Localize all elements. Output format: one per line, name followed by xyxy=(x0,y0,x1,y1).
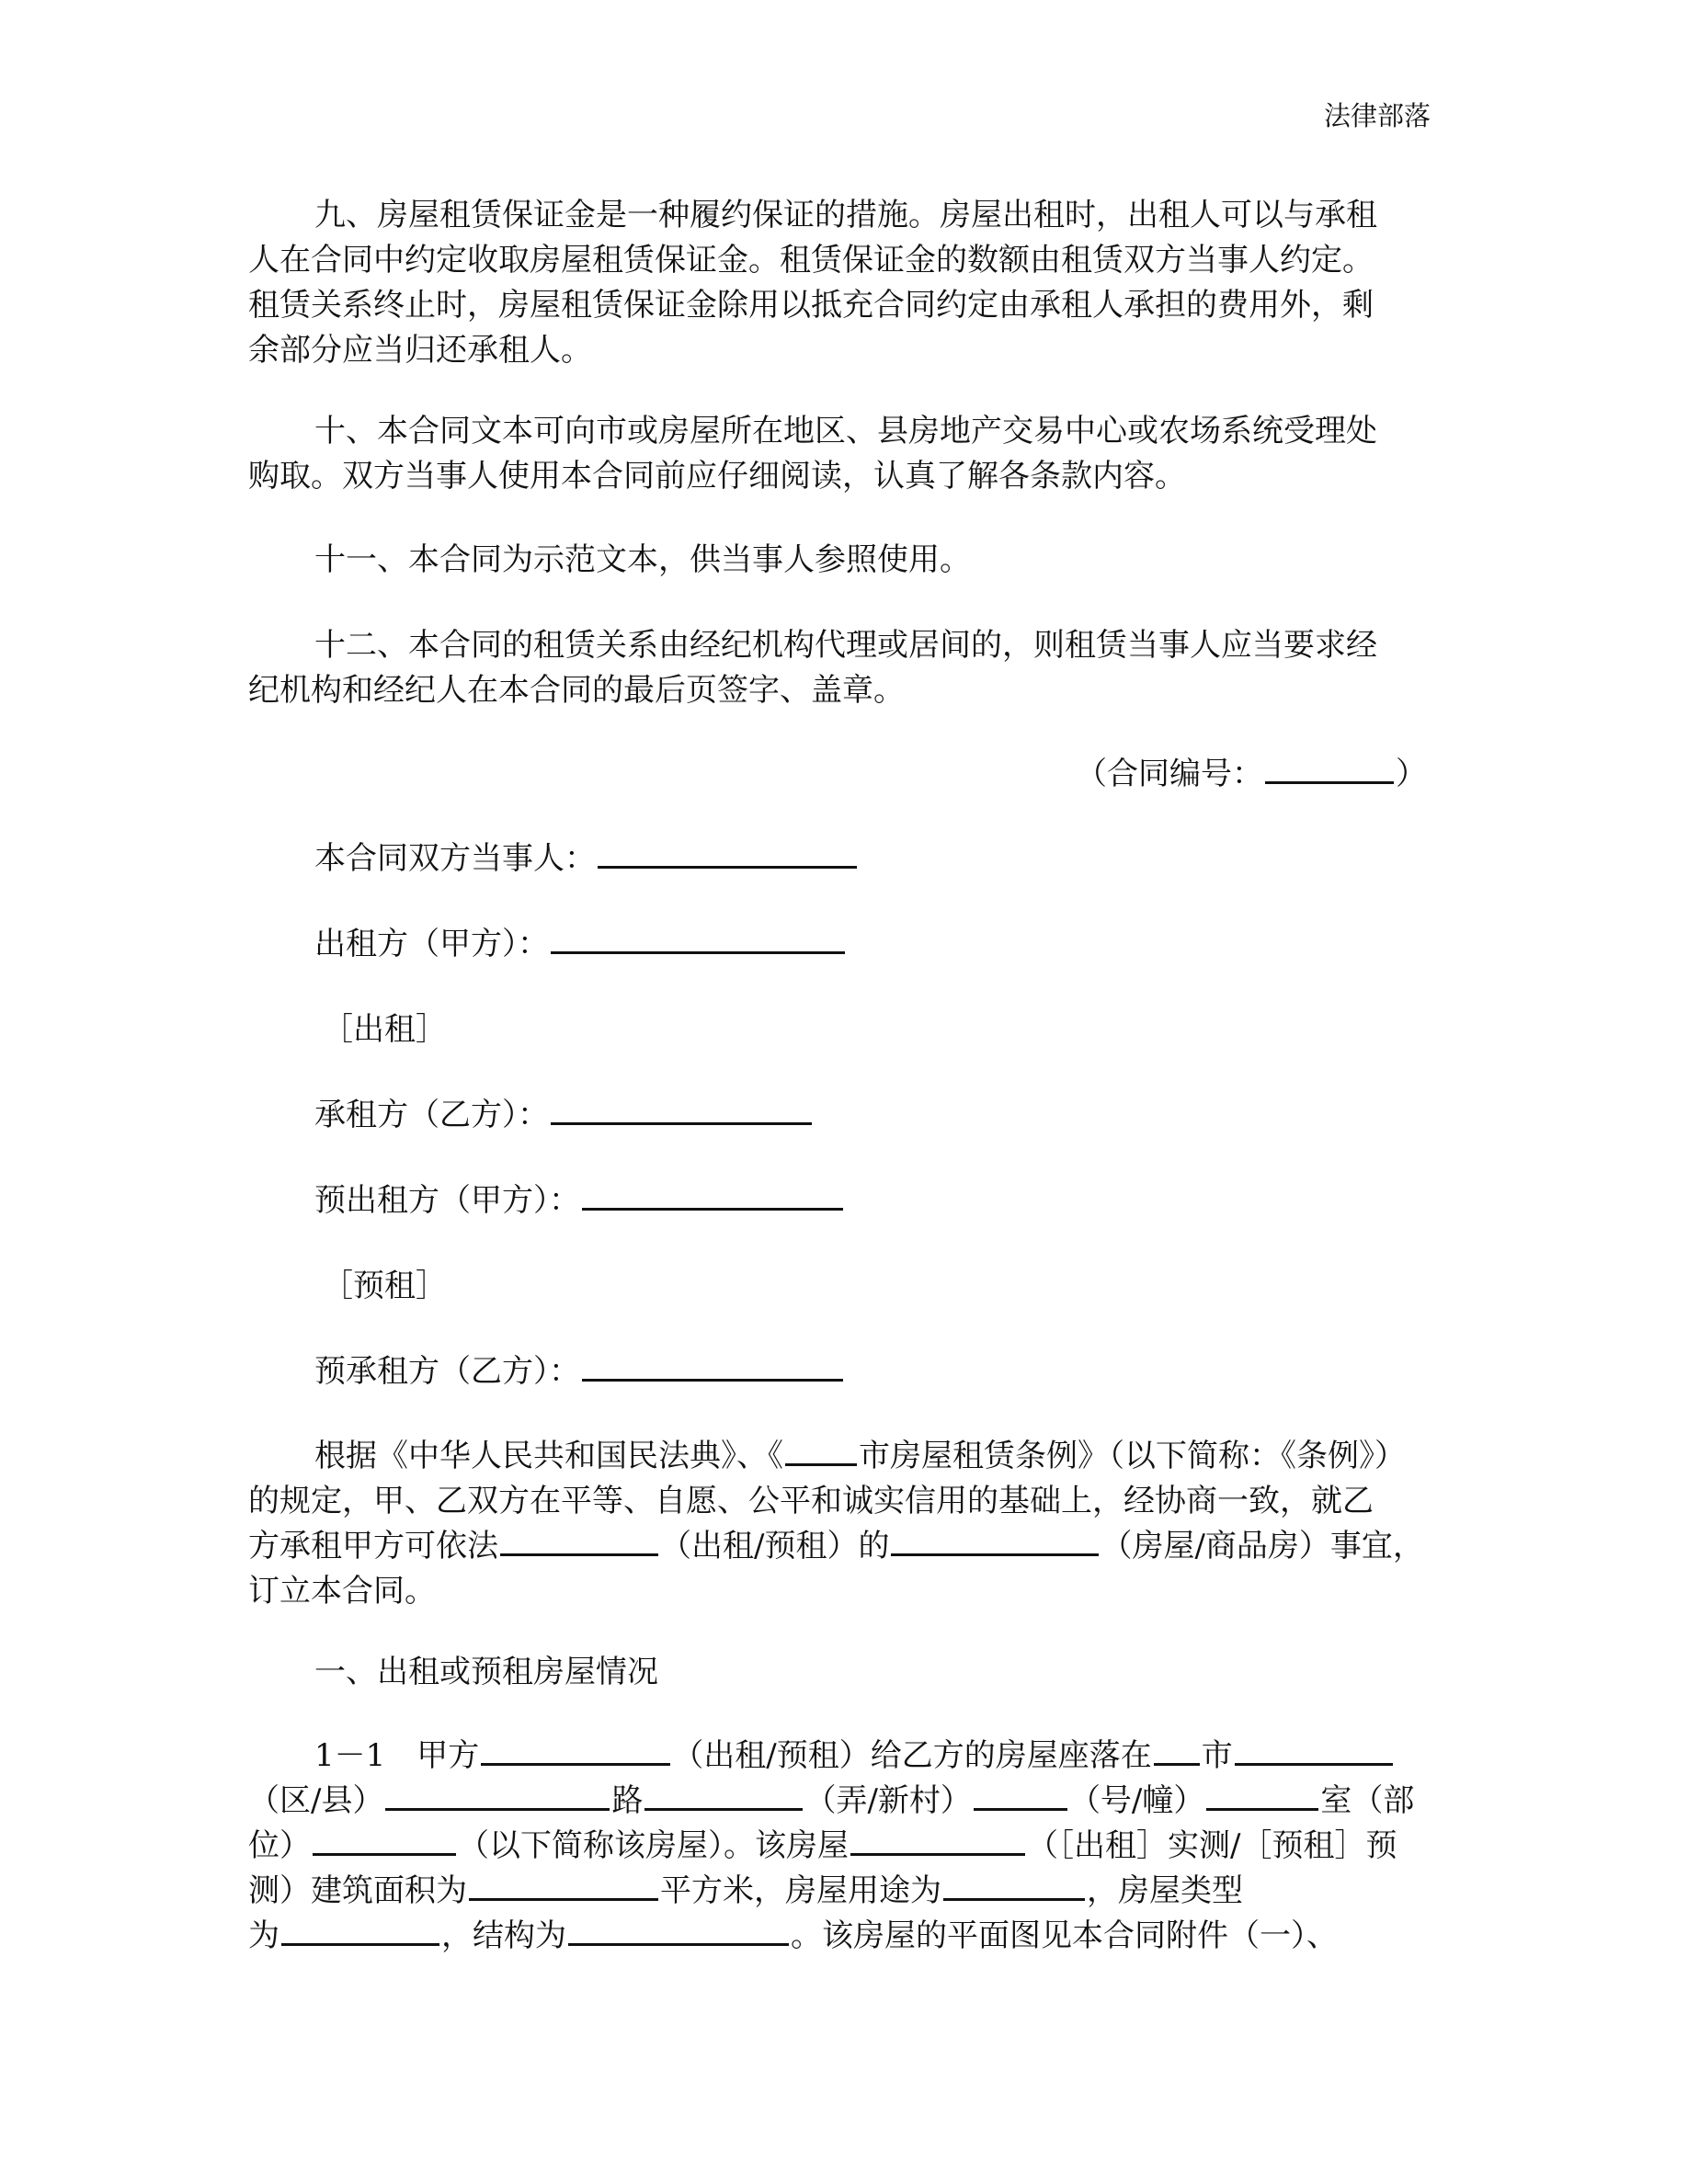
clause-text: 位） xyxy=(248,1827,311,1864)
paragraph-10 xyxy=(248,409,1440,499)
clause-text: ，结构为 xyxy=(441,1917,566,1954)
measurement-field[interactable] xyxy=(850,1826,1025,1856)
text-line: 纪机构和经纪人在本合同的最后页签字、盖章。 xyxy=(248,672,905,709)
district-field[interactable] xyxy=(1235,1735,1393,1766)
clause-text: （弄/新村） xyxy=(804,1782,972,1819)
lessor-field[interactable] xyxy=(551,924,845,954)
clause-text: 1－1 甲方 xyxy=(314,1737,480,1774)
basis-text: 根据《中华人民共和国民法典》、《 xyxy=(314,1438,783,1474)
clause-text: 测）建筑面积为 xyxy=(248,1872,467,1909)
property-type-field[interactable] xyxy=(891,1526,1099,1556)
paragraph-9 xyxy=(248,193,1440,373)
lessee-row xyxy=(314,1093,814,1138)
text-line: 十二、本合同的租赁关系由经纪机构代理或居间的，则租赁当事人应当要求经 xyxy=(314,627,1377,664)
lease-mode-field[interactable] xyxy=(481,1735,670,1766)
pre-lessor-field[interactable] xyxy=(582,1180,843,1211)
text-line: 购取。双方当事人使用本合同前应仔细阅读，认真了解各条款内容。 xyxy=(248,458,1186,495)
basis-text: （出租/预租）的 xyxy=(660,1528,890,1564)
section-1-title xyxy=(314,1650,658,1695)
text-line: 九、房屋租赁保证金是一种履约保证的措施。房屋出租时，出租人可以与承租 xyxy=(314,197,1377,233)
usage-field[interactable] xyxy=(943,1871,1085,1901)
contract-number-close: ） xyxy=(1396,756,1427,792)
clause-text: （［出租］实测/［预租］预 xyxy=(1027,1827,1397,1864)
contract-number-label: （合同编号： xyxy=(1076,756,1263,792)
text-line: 十、本合同文本可向市或房屋所在地区、县房地产交易中心或农场系统受理处 xyxy=(314,413,1377,449)
text-line xyxy=(248,1824,1440,1869)
clause-text: ，房屋类型 xyxy=(1087,1872,1243,1909)
text-line xyxy=(248,1914,1440,1959)
basis-text: （房屋/商品房）事宜， xyxy=(1101,1528,1424,1564)
prerent-tag-text: ［预租］ xyxy=(322,1268,447,1304)
basis-text: 方承租甲方可依法 xyxy=(248,1528,498,1564)
city-field[interactable] xyxy=(785,1436,857,1466)
clause-1-1 xyxy=(248,1734,1440,1959)
text-line xyxy=(248,1524,1440,1569)
basis-paragraph xyxy=(248,1434,1440,1614)
clause-text: （区/县） xyxy=(248,1782,384,1819)
lessor-row xyxy=(314,922,847,967)
clause-text: 路 xyxy=(611,1782,644,1819)
clause-text: （号/幢） xyxy=(1068,1782,1205,1819)
clause-text: 为 xyxy=(248,1917,279,1954)
pre-lessor-row xyxy=(314,1178,845,1223)
pre-lessee-row xyxy=(314,1349,845,1394)
building-number-field[interactable] xyxy=(974,1780,1067,1811)
clause-text: （出租/预租）给乙方的房屋座落在 xyxy=(672,1737,1152,1774)
clause-text: 市 xyxy=(1201,1737,1233,1774)
text-line xyxy=(248,1779,1440,1824)
road-field[interactable] xyxy=(385,1780,610,1811)
pre-lessee-label: 预承租方（乙方）： xyxy=(314,1353,580,1390)
area-field[interactable] xyxy=(469,1871,658,1901)
rent-tag xyxy=(322,1007,447,1052)
text-line: 的规定，甲、乙双方在平等、自愿、公平和诚实信用的基础上，经协商一致，就乙 xyxy=(248,1483,1374,1519)
basis-text: 市房屋租赁条例》（以下简称：《条例》） xyxy=(859,1438,1406,1474)
clause-text: （以下简称该房屋）。该房屋 xyxy=(458,1827,849,1864)
text-line xyxy=(248,1734,1440,1779)
lessor-label: 出租方（甲方）： xyxy=(314,926,549,962)
text-line xyxy=(248,1434,1440,1479)
both-parties-row xyxy=(314,836,859,882)
lessee-field[interactable] xyxy=(551,1095,812,1125)
location-field[interactable] xyxy=(313,1826,456,1856)
paragraph-12 xyxy=(248,623,1440,713)
page-header: 法律部落 xyxy=(1323,100,1431,131)
text-line xyxy=(248,1869,1440,1914)
structure-field[interactable] xyxy=(568,1916,789,1946)
clause-text: 平方米，房屋用途为 xyxy=(660,1872,941,1909)
contract-number xyxy=(1076,752,1427,797)
section-title-text: 一、出租或预租房屋情况 xyxy=(314,1654,658,1690)
clause-text: 。该房屋的平面图见本合同附件（一）、 xyxy=(791,1917,1338,1954)
text-line: 订立本合同。 xyxy=(248,1573,436,1610)
pre-lessor-label: 预出租方（甲方）： xyxy=(314,1182,580,1219)
both-parties-field[interactable] xyxy=(598,838,857,869)
text-line: 十一、本合同为示范文本，供当事人参照使用。 xyxy=(314,541,971,578)
text-line: 租赁关系终止时，房屋租赁保证金除用以抵充合同约定由承租人承担的费用外，剩 xyxy=(248,287,1374,324)
clause-text: 室（部 xyxy=(1320,1782,1415,1819)
paragraph-11 xyxy=(248,538,1440,583)
lane-field[interactable] xyxy=(644,1780,803,1811)
city-name-field[interactable] xyxy=(1154,1735,1200,1766)
contract-number-field[interactable] xyxy=(1265,754,1394,784)
house-type-field[interactable] xyxy=(281,1916,439,1946)
text-line: 余部分应当归还承租人。 xyxy=(248,332,592,369)
both-parties-label: 本合同双方当事人： xyxy=(314,840,596,877)
rent-type-field[interactable] xyxy=(500,1526,658,1556)
rent-tag-text: ［出租］ xyxy=(322,1011,447,1048)
prerent-tag xyxy=(322,1264,447,1309)
lessee-label: 承租方（乙方）： xyxy=(314,1097,549,1133)
text-line: 人在合同中约定收取房屋租赁保证金。租赁保证金的数额由租赁双方当事人约定。 xyxy=(248,242,1374,279)
pre-lessee-field[interactable] xyxy=(582,1351,843,1382)
room-field[interactable] xyxy=(1206,1780,1318,1811)
